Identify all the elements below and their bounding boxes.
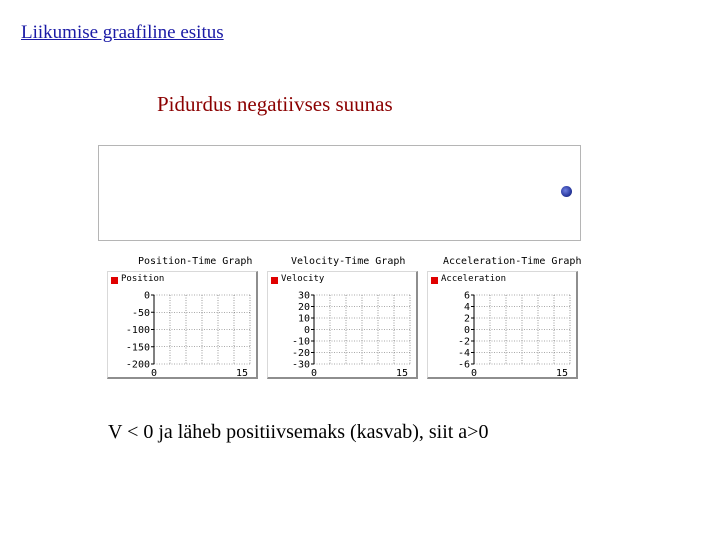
velocity-graph-title: Velocity-Time Graph	[291, 256, 406, 267]
acceleration-y-tick-label: 0	[463, 325, 470, 336]
velocity-y-tick-label: 0	[303, 325, 310, 336]
acceleration-y-tick-label: -2	[457, 336, 470, 348]
moving-object-ball	[561, 186, 572, 197]
velocity-y-tick-label: 10	[297, 313, 310, 325]
acceleration-y-tick-label: 2	[463, 313, 470, 325]
position-y-tick-label: -100	[125, 325, 150, 336]
acceleration-x-tick-label: 15	[555, 368, 569, 379]
page-subtitle: Pidurdus negatiivses suunas	[157, 92, 393, 116]
velocity-x-tick-label: 0	[310, 368, 318, 379]
velocity-y-tick-label: -20	[291, 348, 310, 359]
acceleration-y-tick-label: 4	[463, 302, 470, 313]
position-legend-label: Position	[121, 274, 165, 284]
velocity-graph-panel	[267, 271, 418, 379]
position-x-tick-label: 0	[150, 368, 158, 379]
velocity-y-tick-label: -30	[291, 359, 310, 371]
acceleration-x-tick-label: 0	[470, 368, 478, 379]
explanation-caption: V < 0 ja läheb positiivsemaks (kasvab), siit a>0	[108, 421, 489, 443]
position-x-tick-label: 15	[235, 368, 249, 379]
velocity-plot	[268, 272, 419, 380]
page-title-link[interactable]: Liikumise graafiline esitus	[21, 22, 224, 43]
velocity-y-tick-label: -10	[291, 336, 310, 348]
position-graph-panel	[107, 271, 258, 379]
position-plot	[108, 272, 259, 380]
simulation-area	[98, 145, 581, 241]
velocity-y-tick-label: 30	[297, 290, 310, 302]
velocity-x-tick-label: 15	[395, 368, 409, 379]
position-graph-title: Position-Time Graph	[138, 256, 253, 267]
acceleration-y-tick-label: -4	[457, 348, 470, 359]
acceleration-graph-title: Acceleration-Time Graph	[443, 256, 582, 267]
acceleration-y-tick-label: 6	[463, 290, 470, 302]
acceleration-graph-panel	[427, 271, 578, 379]
position-y-tick-label: -150	[125, 342, 150, 354]
acceleration-legend-label: Acceleration	[441, 274, 507, 284]
velocity-y-tick-label: 20	[297, 302, 310, 313]
acceleration-y-tick-label: -6	[457, 359, 470, 371]
velocity-legend-label: Velocity	[281, 274, 325, 284]
acceleration-plot	[428, 272, 579, 380]
position-y-tick-label: -50	[131, 307, 150, 319]
position-y-tick-label: -200	[125, 359, 150, 371]
position-y-tick-label: 0	[143, 290, 150, 302]
